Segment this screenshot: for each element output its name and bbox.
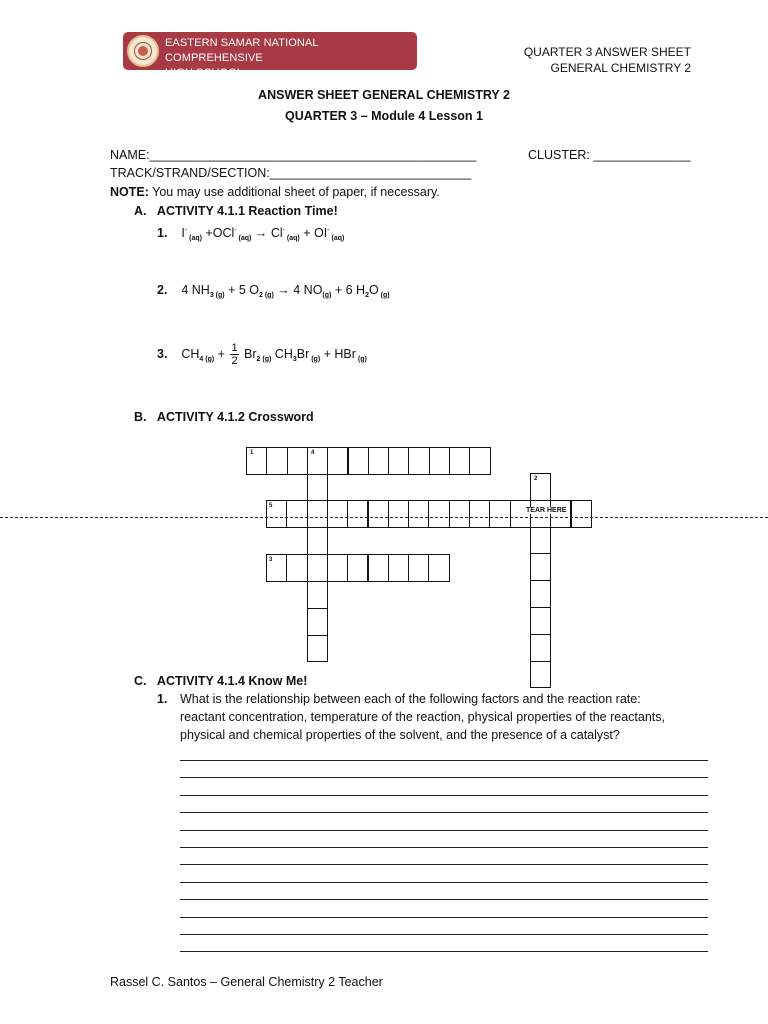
- answer-line[interactable]: [180, 882, 708, 883]
- crossword-cell-1-across[interactable]: [348, 447, 369, 475]
- cluster-blank: ______________: [593, 148, 691, 162]
- header-subject: GENERAL CHEMISTRY 2: [550, 61, 691, 75]
- activity-c-title: ACTIVITY 4.1.4 Know Me!: [156, 674, 308, 688]
- answer-line[interactable]: [180, 864, 708, 865]
- note: [110, 183, 440, 201]
- answer-line[interactable]: [180, 830, 708, 831]
- crossword-cell-1-across[interactable]: [408, 447, 429, 475]
- name-blank: _______________________________________________: [149, 148, 477, 162]
- crossword-cell-2-down[interactable]: [530, 661, 551, 689]
- question-line: What is the relationship between each of the following factors and the reaction rate:: [180, 692, 641, 706]
- header-right: [524, 44, 691, 76]
- crossword-cell-1-across[interactable]: [469, 447, 490, 475]
- answer-line[interactable]: [180, 917, 708, 918]
- crossword-cell-4-down[interactable]: [307, 581, 328, 609]
- one-half-fraction: $\frac{1}{2}$: [231, 342, 238, 368]
- track-field: [110, 164, 471, 182]
- crossword-cell-5-across[interactable]: [489, 500, 510, 528]
- crossword-cell-5-across[interactable]: [368, 500, 389, 528]
- crossword-cell-5-across[interactable]: [469, 500, 490, 528]
- activity-c-heading: [134, 672, 307, 690]
- answer-line[interactable]: [180, 777, 708, 778]
- tear-here-label: TEAR HERE: [526, 507, 567, 514]
- name-field: [110, 146, 476, 164]
- footer-teacher: Rassel C. Santos – General Chemistry 2 Teacher: [110, 975, 383, 989]
- question-1-text: [180, 690, 720, 744]
- activity-b-letter: B.: [134, 410, 147, 424]
- crossword-cell-1-across[interactable]: [327, 447, 348, 475]
- reaction-3-number: 3.: [157, 347, 168, 361]
- answer-line[interactable]: [180, 760, 708, 761]
- clue-number-1: 1: [250, 450, 254, 456]
- page-title: ANSWER SHEET GENERAL CHEMISTRY 2: [258, 88, 510, 102]
- crossword-cell-3-across[interactable]: [286, 554, 307, 582]
- question-1-number: 1.: [157, 692, 168, 706]
- tear-line: [0, 517, 768, 518]
- crossword-cell-5-across[interactable]: [347, 500, 368, 528]
- note-text: You may use additional sheet of paper, if necessary.: [148, 185, 440, 199]
- crossword-cell-4-down[interactable]: [307, 474, 328, 502]
- crossword-cell-5-across[interactable]: [327, 500, 348, 528]
- school-name: [165, 36, 415, 81]
- crossword-cell-3-across[interactable]: [408, 554, 429, 582]
- crossword-cell-2-down[interactable]: [530, 527, 551, 555]
- crossword-cell-2-down[interactable]: [530, 634, 551, 662]
- crossword-cell-3-across[interactable]: [347, 554, 368, 582]
- activity-a-letter: A.: [134, 204, 147, 218]
- crossword-cell-3-across[interactable]: [307, 554, 328, 582]
- reaction-3: 3. $CH_{4 (g)}$ + $\frac{1}{2}$ $Br_{2 (g)}$ $CH_3Br$ $_{(g)}$ + HBr $_{(g)}$: [157, 342, 367, 368]
- activity-b-heading: [134, 408, 314, 426]
- question-line: physical and chemical properties of the solvent, and the presence of a catalyst?: [180, 728, 620, 742]
- activity-c-letter: C.: [134, 674, 147, 688]
- crossword-cell-3-across[interactable]: [388, 554, 409, 582]
- reaction-1-number: 1.: [157, 226, 168, 240]
- crossword-cell-1-across[interactable]: [287, 447, 308, 475]
- crossword-cell-2-down[interactable]: [530, 580, 551, 608]
- track-blank: _____________________________: [269, 166, 472, 180]
- school-name-line1: EASTERN SAMAR NATIONAL COMPREHENSIVE: [165, 37, 319, 64]
- activity-b-title: ACTIVITY 4.1.2 Crossword: [156, 410, 314, 424]
- school-name-line2: HIGH SCHOOL: [165, 67, 244, 79]
- crossword-cell-2-down[interactable]: [530, 553, 551, 581]
- crossword-cell-5-across[interactable]: [571, 500, 592, 528]
- cluster-field: [528, 146, 691, 164]
- crossword-cell-3-across[interactable]: [327, 554, 348, 582]
- answer-line[interactable]: [180, 951, 708, 952]
- answer-line[interactable]: [180, 795, 708, 796]
- clue-number-4: 4: [311, 450, 315, 456]
- crossword-cell-5-across[interactable]: [286, 500, 307, 528]
- answer-line[interactable]: [180, 934, 708, 935]
- clue-number-2: 2: [534, 476, 538, 482]
- answer-line[interactable]: [180, 812, 708, 813]
- crossword-cell-4-down[interactable]: [307, 527, 328, 555]
- school-seal-icon: [127, 35, 159, 67]
- crossword-cell-2-down[interactable]: [530, 607, 551, 635]
- question-line: reactant concentration, temperature of the reaction, physical properties of the reactants,: [180, 710, 665, 724]
- track-label: TRACK/STRAND/SECTION:: [110, 166, 270, 180]
- name-label: NAME:: [110, 148, 150, 162]
- crossword-cell-4-down[interactable]: [307, 635, 328, 663]
- reaction-1: 1. I- $_{(aq)}$ +OCl- $_{(aq)}$ → Cl- $_{(aq)}$ + OI- $_{(aq)}$: [157, 226, 345, 242]
- clue-number-5: 5: [269, 503, 273, 509]
- clue-number-3: 3: [269, 557, 273, 563]
- crossword-cell-1-across[interactable]: [388, 447, 409, 475]
- crossword-cell-1-across[interactable]: [449, 447, 470, 475]
- school-banner: [123, 32, 417, 79]
- crossword-cell-5-across[interactable]: [408, 500, 429, 528]
- crossword-cell-4-down[interactable]: [307, 608, 328, 636]
- crossword-cell-5-across[interactable]: [428, 500, 449, 528]
- reaction-2-number: 2.: [157, 283, 168, 297]
- crossword-cell-3-across[interactable]: [428, 554, 449, 582]
- crossword-cell-5-across[interactable]: [388, 500, 409, 528]
- reaction-2: 2. 4 $NH_{3 (g)} + 5$ $O_{2 (g)} \to 4$ $NO_{(g)} + 6$ $H_2O$ $_{(g)}$: [157, 283, 390, 299]
- crossword-cell-5-across[interactable]: [449, 500, 470, 528]
- note-label: NOTE:: [110, 185, 149, 199]
- crossword-cell-5-across[interactable]: [307, 500, 328, 528]
- header-quarter: QUARTER 3 ANSWER SHEET: [523, 45, 691, 59]
- crossword-cell-1-across[interactable]: [429, 447, 450, 475]
- crossword-cell-1-across[interactable]: [368, 447, 389, 475]
- crossword-cell-1-across[interactable]: [266, 447, 287, 475]
- activity-a-heading: [134, 202, 338, 220]
- cluster-label: CLUSTER:: [528, 148, 590, 162]
- page-subtitle: QUARTER 3 – Module 4 Lesson 1: [285, 109, 483, 123]
- activity-a-title: ACTIVITY 4.1.1 Reaction Time!: [156, 204, 338, 218]
- crossword-cell-3-across[interactable]: [368, 554, 389, 582]
- answer-line[interactable]: [180, 899, 708, 900]
- answer-line[interactable]: [180, 847, 708, 848]
